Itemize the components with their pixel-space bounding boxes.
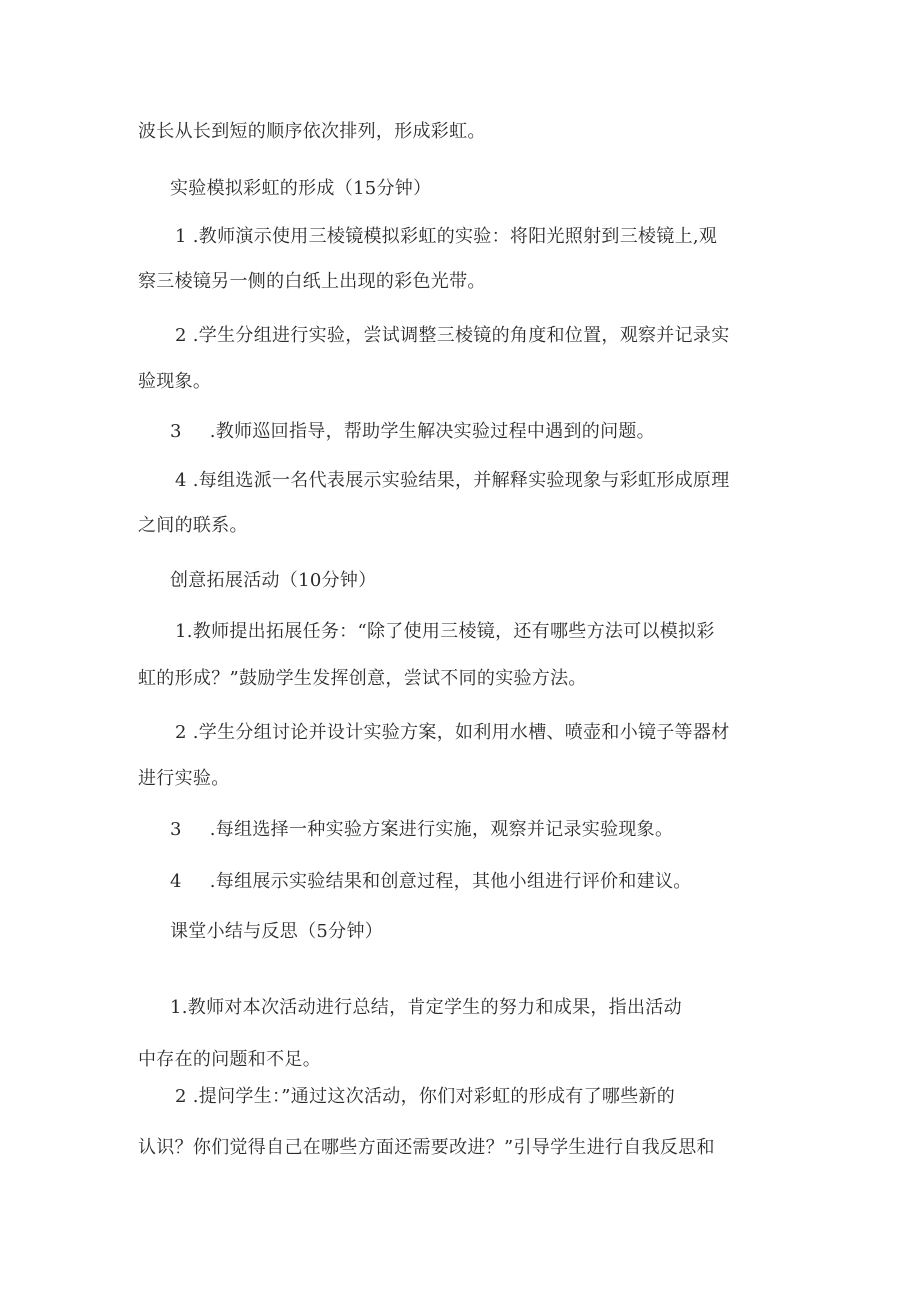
list-item-line: 2 .学生分组进行实验，尝试调整三棱镜的角度和位置，观察并记录实 (175, 325, 730, 346)
list-item-text: .教师巡回指导，帮助学生解决实验过程中遇到的问题。 (209, 421, 655, 442)
list-item-line: 2 .学生分组讨论并设计实验方案，如利用水槽、喷壶和小镜子等器材 (175, 722, 730, 743)
list-item-line: 1 .教师演示使用三棱镜模拟彩虹的实验：将阳光照射到三棱镜上,观 (175, 226, 718, 247)
list-item-line (170, 818, 673, 842)
paragraph-line: 中存在的问题和不足。 (138, 1049, 321, 1070)
paragraph-line: 验现象。 (138, 371, 212, 392)
paragraph-line: 察三棱镜另一侧的白纸上出现的彩色光带。 (138, 271, 486, 292)
list-number: 3 (170, 819, 182, 840)
paragraph-line: 虹的形成？”鼓励学生发挥创意，尝试不同的实验方法。 (138, 668, 587, 689)
list-number: 4 (170, 871, 182, 892)
section-heading: 实验模拟彩虹的形成（15分钟） (170, 178, 432, 199)
list-item-line: 2 .提问学生：”通过这次活动，你们对彩虹的形成有了哪些新的 (175, 1086, 676, 1107)
list-number: 3 (170, 421, 182, 442)
section-heading: 创意拓展活动（10分钟） (170, 570, 377, 591)
paragraph-line: 之间的联系。 (138, 515, 248, 536)
list-item-line: 4 .每组选派一名代表展示实验结果，并解释实验现象与彩虹形成原理 (175, 470, 730, 491)
list-item-line: 1.教师提出拓展任务：“除了使用三棱镜，还有哪些方法可以模拟彩 (175, 621, 715, 642)
paragraph-line: 认识？你们觉得自己在哪些方面还需要改进？”引导学生进行自我反思和 (138, 1137, 715, 1158)
paragraph-line: 波长从长到短的顺序依次排列，形成彩虹。 (138, 121, 486, 142)
list-item-text: .每组展示实验结果和创意过程，其他小组进行评价和建议。 (209, 871, 692, 892)
list-item-line (170, 870, 692, 894)
list-item-line (170, 420, 655, 444)
list-item-text: .每组选择一种实验方案进行实施，观察并记录实验现象。 (209, 819, 674, 840)
section-heading: 课堂小结与反思（5分钟） (170, 921, 384, 942)
paragraph-line: 进行实验。 (138, 768, 230, 789)
list-item-line: 1.教师对本次活动进行总结，肯定学生的努力和成果，指出活动 (170, 997, 682, 1018)
